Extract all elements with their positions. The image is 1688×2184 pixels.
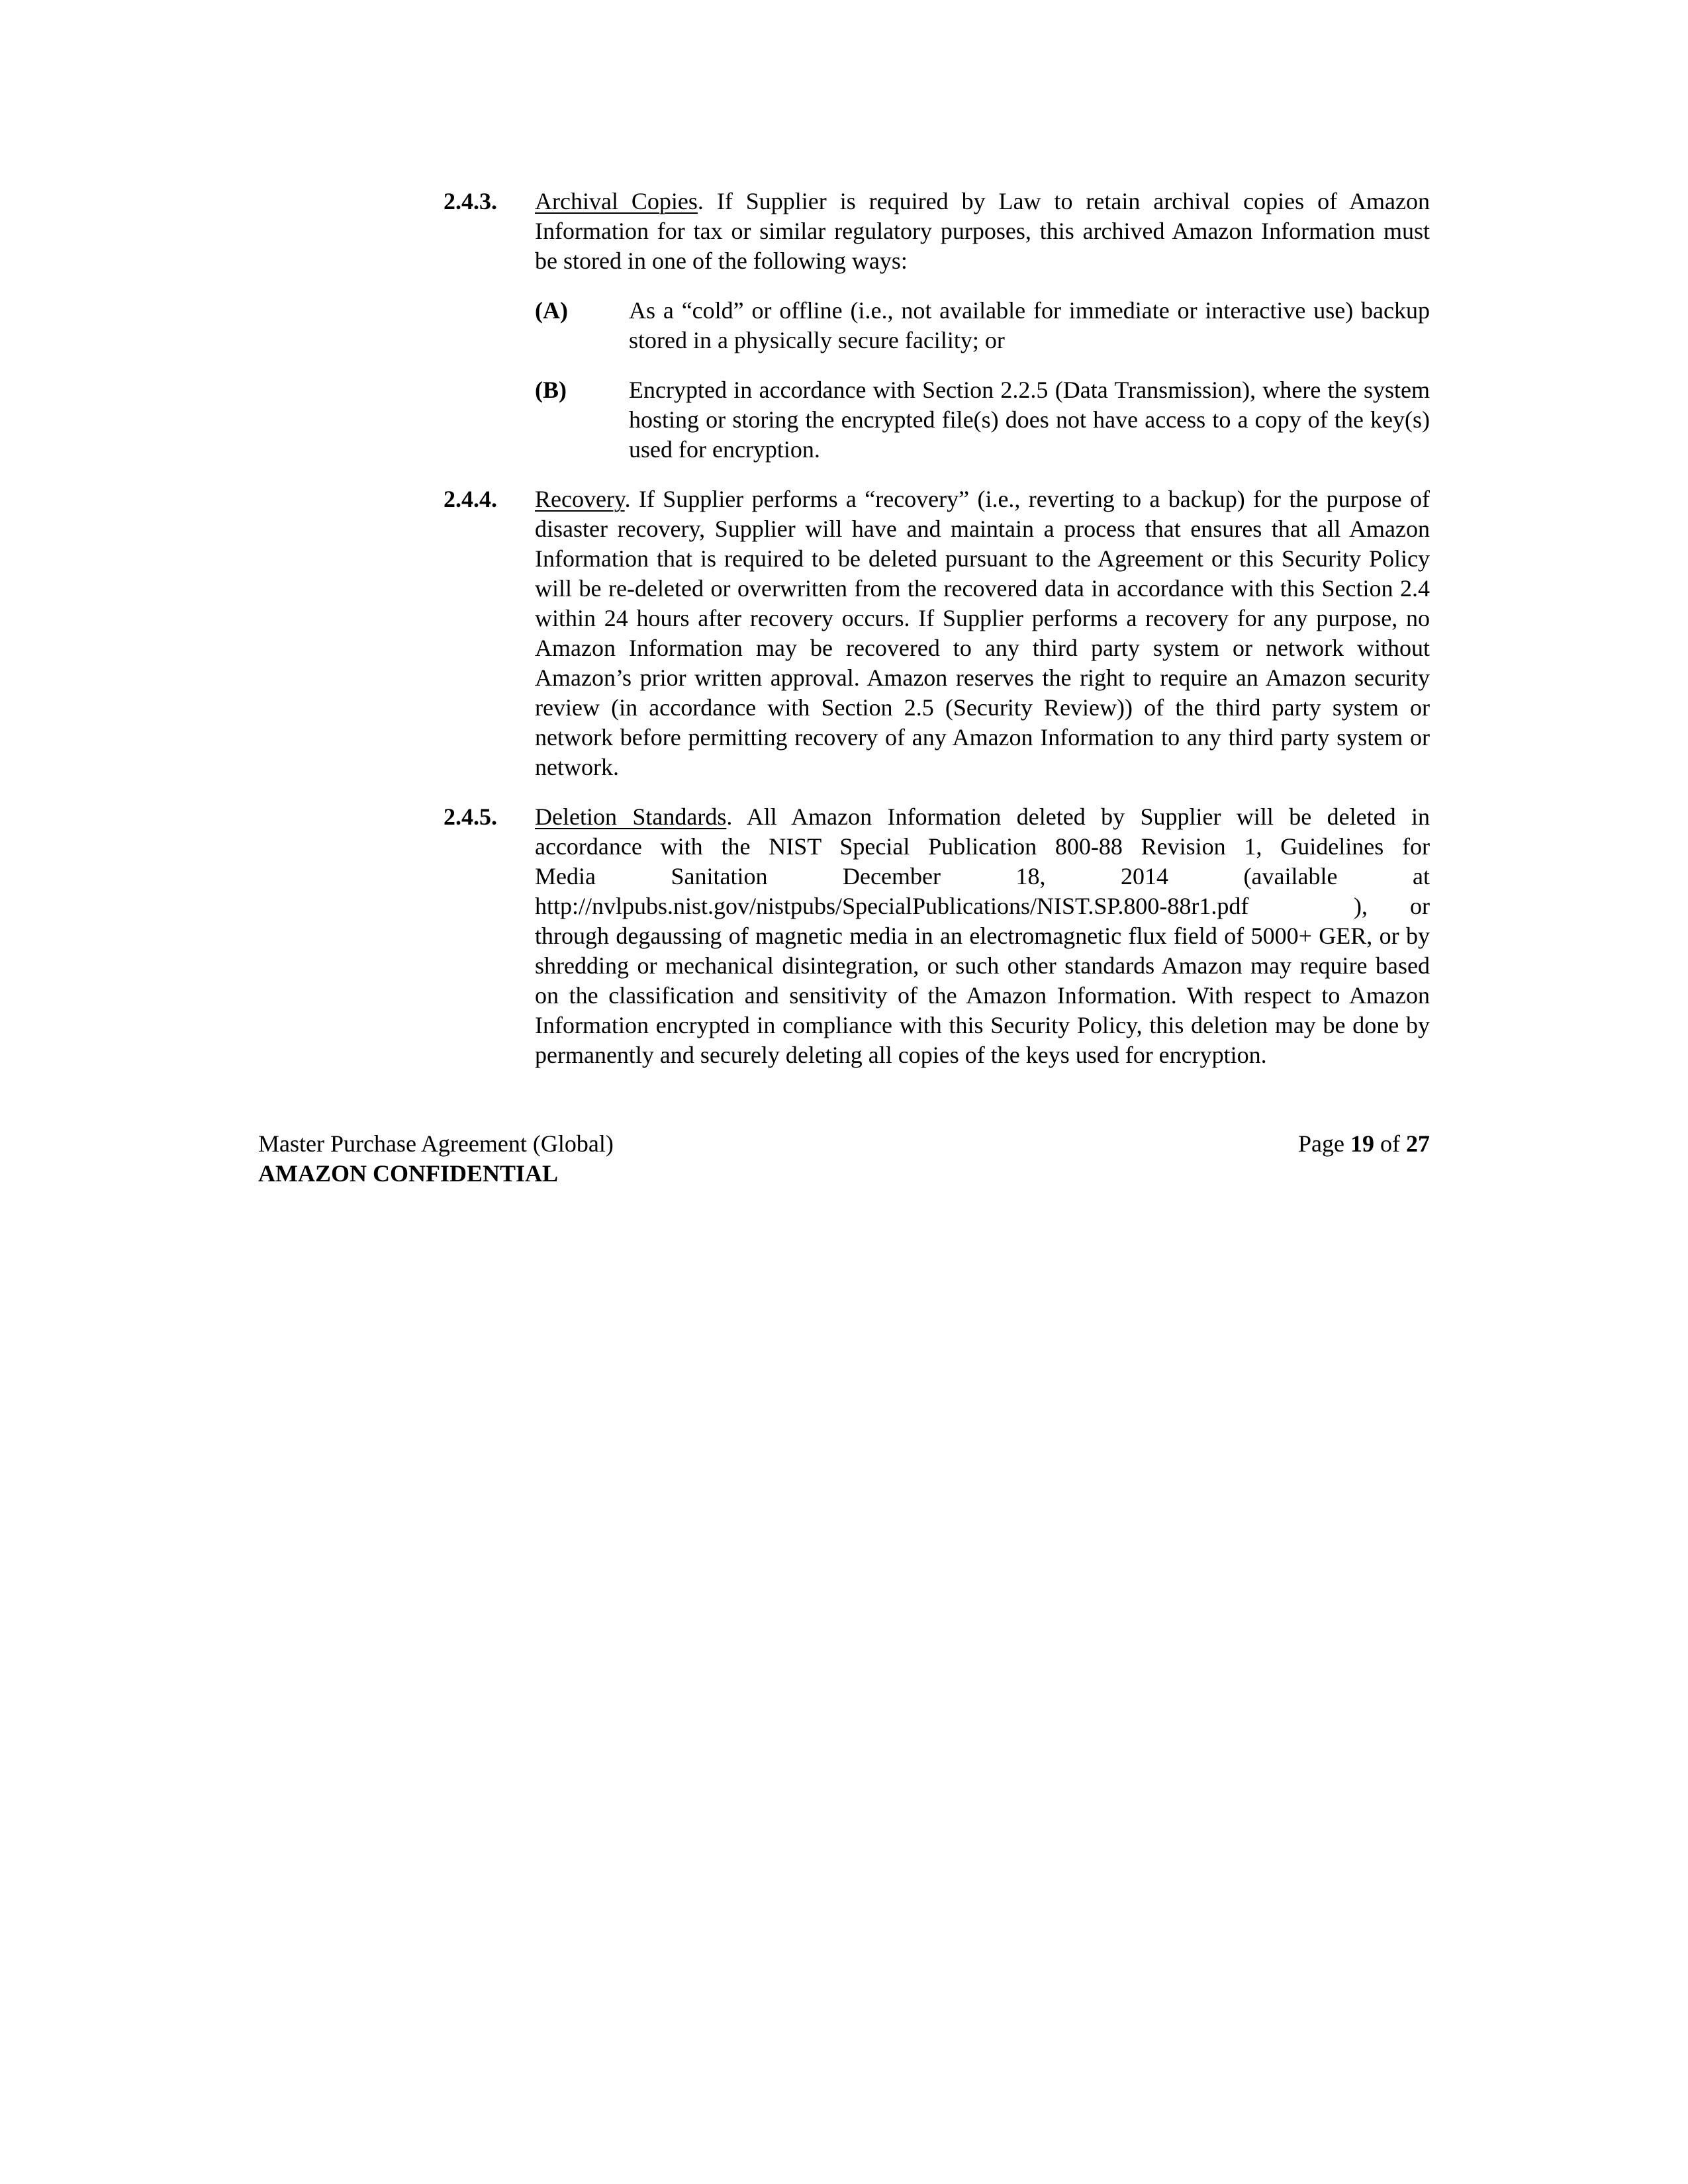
spread-word: 2014 <box>1121 863 1168 889</box>
section-text: . If Supplier performs a “recovery” (i.e., reverting to a backup) for the purpose of disaster recovery, Supplier will have and maintain a process that ensures that all Amazon Information that is required to be deleted pursuant to the Agreement or this Security Policy will be re-deleted or overwritten from the recovered data in accordance with this Section 2.4 within 24 hours after recovery occurs. If Supplier performs a recovery for any purpose, no Amazon Information may be recovered to any third party system or network without Amazon’s prior written approval. Amazon reserves the right to require an Amazon security review (in accordance with Section 2.5 (Security Review)) of the third party system or network before permitting recovery of any Amazon Information to any third party system or network. <box>535 486 1430 780</box>
section-body <box>535 187 1430 276</box>
page-current: 19 <box>1350 1130 1374 1157</box>
section-body <box>535 802 1430 1070</box>
page-word: Page <box>1298 1130 1344 1157</box>
spread-word: December <box>843 863 941 889</box>
section-text: . All Amazon Information deleted by Supplier will be deleted in accordance with the NIST Special Publication 800-88 Revision 1, Guidelines for <box>535 803 1430 860</box>
section-number: 2.4.3. <box>444 188 497 214</box>
subsection-b <box>535 375 1430 465</box>
section-opening <box>535 802 1430 862</box>
spread-word: Sanitation <box>671 863 768 889</box>
page-total: 27 <box>1406 1130 1430 1157</box>
subsection-text: Encrypted in accordance with Section 2.2.5 (Data Transmission), where the system hosting or storing the encrypted file(s) does not have access to a copy of the key(s) used for encryption. <box>629 377 1430 463</box>
footer-confidential: AMAZON CONFIDENTIAL <box>258 1160 559 1187</box>
section-2-4-3 <box>444 187 1430 276</box>
footer-row <box>258 1129 1430 1159</box>
url-line-punct: ), <box>1354 893 1368 919</box>
spread-word: Media <box>535 863 596 889</box>
spread-word: at <box>1412 863 1430 889</box>
subsection-label: (A) <box>535 297 568 324</box>
spread-word: (available <box>1243 863 1338 889</box>
spread-line <box>535 862 1430 891</box>
subsection-a <box>535 296 1430 355</box>
section-number: 2.4.4. <box>444 486 497 512</box>
page-footer <box>258 1129 1430 1189</box>
section-title: Recovery <box>535 486 625 512</box>
nist-url-link[interactable]: http://nvlpubs.nist.gov/nistpubs/SpecialPublications/NIST.SP.800-88r1.pdf <box>535 893 1249 919</box>
section-number: 2.4.5. <box>444 803 497 830</box>
page-of: of <box>1380 1130 1400 1157</box>
url-line <box>535 891 1430 921</box>
url-line-word: or <box>1410 893 1430 919</box>
section-text: . If Supplier is required by Law to retain archival copies of Amazon Information for tax or similar regulatory purposes, this archived Amazon Information must be stored in one of the following ways: <box>535 188 1430 274</box>
section-text-continued: through degaussing of magnetic media in an electromagnetic flux field of 5000+ GER, or by shredding or mechanical disintegration, or such other standards Amazon may require based on the classification and sensitivity of the Amazon Information. With respect to Amazon Information encrypted in compliance with this Security Policy, this deletion may be done by permanently and securely deleting all copies of the keys used for encryption. <box>535 923 1430 1068</box>
footer-doc-title: Master Purchase Agreement (Global) <box>258 1130 614 1157</box>
url-line-tail <box>1354 891 1430 921</box>
spread-word: 18, <box>1015 863 1046 889</box>
section-2-4-4 <box>444 484 1430 782</box>
section-title: Deletion Standards <box>535 803 727 830</box>
section-body <box>535 484 1430 782</box>
section-2-4-5 <box>444 802 1430 1070</box>
subsection-text: As a “cold” or offline (i.e., not available for immediate or interactive use) backup stored in a physically secure facility; or <box>629 297 1430 353</box>
page-indicator <box>1298 1129 1430 1159</box>
subsection-label: (B) <box>535 377 567 403</box>
section-title: Archival Copies <box>535 188 698 214</box>
